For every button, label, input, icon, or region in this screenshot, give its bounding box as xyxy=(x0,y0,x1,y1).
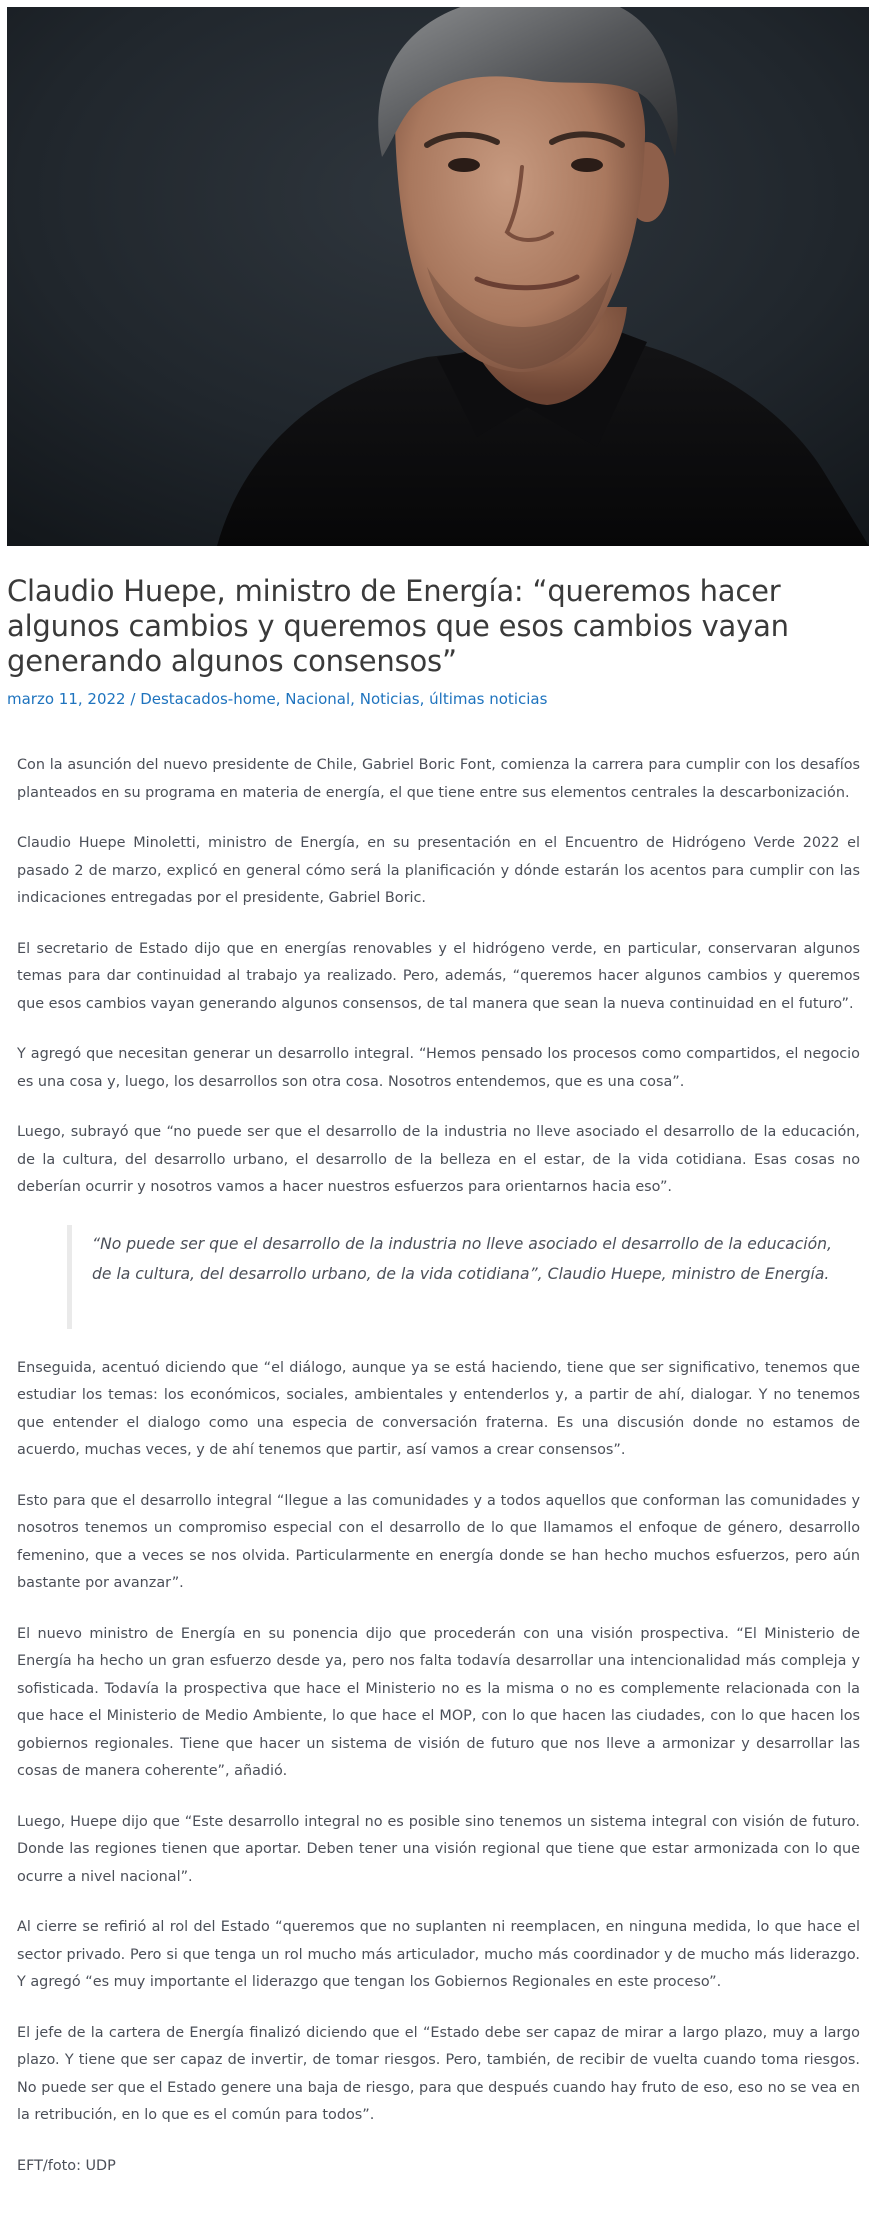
photo-credit: EFT/foto: UDP xyxy=(17,2157,116,2174)
paragraph: Luego, subrayó que “no puede ser que el desarrollo de la industria no lleve asociado el desarrollo de la educación, de la cultura, del desarrollo urbano, el desarrollo de la belleza en el estar, de la vida cotidiana. Esas cosas no deberían ocurrir y nosotros vamos a hacer nuestros esfuerzos para orientarnos hacia eso”. xyxy=(17,1124,860,1195)
pull-quote xyxy=(67,1225,860,1329)
meta-separator: / xyxy=(125,690,141,708)
pull-quote-text: “No puede ser que el desarrollo de la industria no lleve asociado el desarrollo de la educación, de la cultura, del desarrollo urbano, de la vida cotidiana”, Claudio Huepe, ministro de Energía. xyxy=(92,1234,833,1283)
portrait-illustration xyxy=(7,7,869,546)
paragraph: Esto para que el desarrollo integral “llegue a las comunidades y a todos aquellos que conforman las comunidades y nosotros tenemos un compromiso especial con el desarrollo de lo que llamamos el enfoque de género, desarrollo femenino, que a veces se nos olvida. Particularmente en energía donde se han hecho muchos esfuerzos, pero aún bastante por avanzar”. xyxy=(17,1492,860,1591)
featured-image xyxy=(7,7,869,546)
category-link-ultimas-noticias[interactable]: últimas noticias xyxy=(429,690,548,708)
post-meta: marzo 11, 2022 / Destacados-home, Nacional, Noticias, últimas noticias xyxy=(7,690,548,708)
paragraph: Al cierre se refirió al rol del Estado “queremos que no suplanten ni reemplacen, en ninguna medida, lo que hace el sector privado. Pero si que tenga un rol mucho más articulador, mucho más coordinador y de mucho más liderazgo. Y agregó “es muy importante el liderazgo que tengan los Gobiernos Regionales en este proceso”. xyxy=(17,1919,860,1990)
paragraph: Luego, Huepe dijo que “Este desarrollo integral no es posible sino tenemos un sistema integral con visión de futuro. Donde las regiones tienen que aportar. Deben tener una visión regional que tiene que estar armonizada con lo que ocurre a nivel nacional”. xyxy=(17,1813,860,1885)
article-body xyxy=(17,752,860,2180)
paragraph: El jefe de la cartera de Energía finalizó diciendo que el “Estado debe ser capaz de mirar a largo plazo, muy a largo plazo. Y tiene que ser capaz de invertir, de tomar riesgos. Pero, también, de recibir de vuelta cuando toma riesgos. No puede ser que el Estado genere una baja de riesgo, para que después cuando hay fruto de eso, eso no se vea en la retribución, en lo que es el común para todos”. xyxy=(17,2024,860,2123)
paragraph: Claudio Huepe Minoletti, ministro de Energía, en su presentación en el Encuentro de Hidrógeno Verde 2022 el pasado 2 de marzo, explicó en general cómo será la planificación y dónde estarán los acentos para cumplir con las indicaciones entregadas por el presidente, Gabriel Boric. xyxy=(17,835,860,906)
article-title: Claudio Huepe, ministro de Energía: “queremos hacer algunos cambios y queremos que esos cambios vayan generando algunos consensos” xyxy=(7,574,789,678)
paragraph: El nuevo ministro de Energía en su ponencia dijo que procederán con una visión prospectiva. “El Ministerio de Energía ha hecho un gran esfuerzo desde ya, pero nos falta todavía desarrollar una intencionalidad más compleja y sofisticada. Todavía la prospectiva que hace el Ministerio no es la misma o no es complemente relacionada con la que hace el Ministerio de Medio Ambiente, lo que hace el MOP, con lo que hacen las ciudades, con lo que hacen los gobiernos regionales. Tiene que hacer un sistema de visión de futuro que nos lleve a armonizar y desarrollar las cosas de manera coherente”, añadió. xyxy=(17,1625,860,1779)
paragraph: El secretario de Estado dijo que en energías renovables y el hidrógeno verde, en particular, conservaran algunos temas para dar continuidad al trabajo ya realizado. Pero, además, “queremos hacer algunos cambios y queremos que esos cambios vayan generando algunos consensos, de tal manera que sean la nueva continuidad en el futuro”. xyxy=(17,940,860,1012)
post-date[interactable]: marzo 11, 2022 xyxy=(7,690,126,708)
paragraph: Y agregó que necesitan generar un desarrollo integral. “Hemos pensado los procesos como compartidos, el negocio es una cosa y, luego, los desarrollos son otra cosa. Nosotros entendemos, que es una cosa”. xyxy=(17,1046,860,1090)
paragraph: Enseguida, acentuó diciendo que “el diálogo, aunque ya se está haciendo, tiene que ser significativo, tenemos que estudiar los temas: los económicos, sociales, ambientales y entenderlos y, a partir de ahí, dialogar. Y no tenemos que entender el dialogo como una especia de conversación fraterna. Es una discusión donde no estamos de acuerdo, muchas veces, y de ahí tenemos que partir, así vamos a crear consensos”. xyxy=(17,1359,860,1458)
category-link-nacional[interactable]: Nacional xyxy=(285,690,351,708)
paragraph: Con la asunción del nuevo presidente de Chile, Gabriel Boric Font, comienza la carrera para cumplir con los desafíos planteados en su programa en materia de energía, el que tiene entre sus elementos centrales la descarbonización. xyxy=(17,757,860,801)
category-link-noticias[interactable]: Noticias xyxy=(359,690,420,708)
category-link-destacados[interactable]: Destacados-home xyxy=(140,690,276,708)
